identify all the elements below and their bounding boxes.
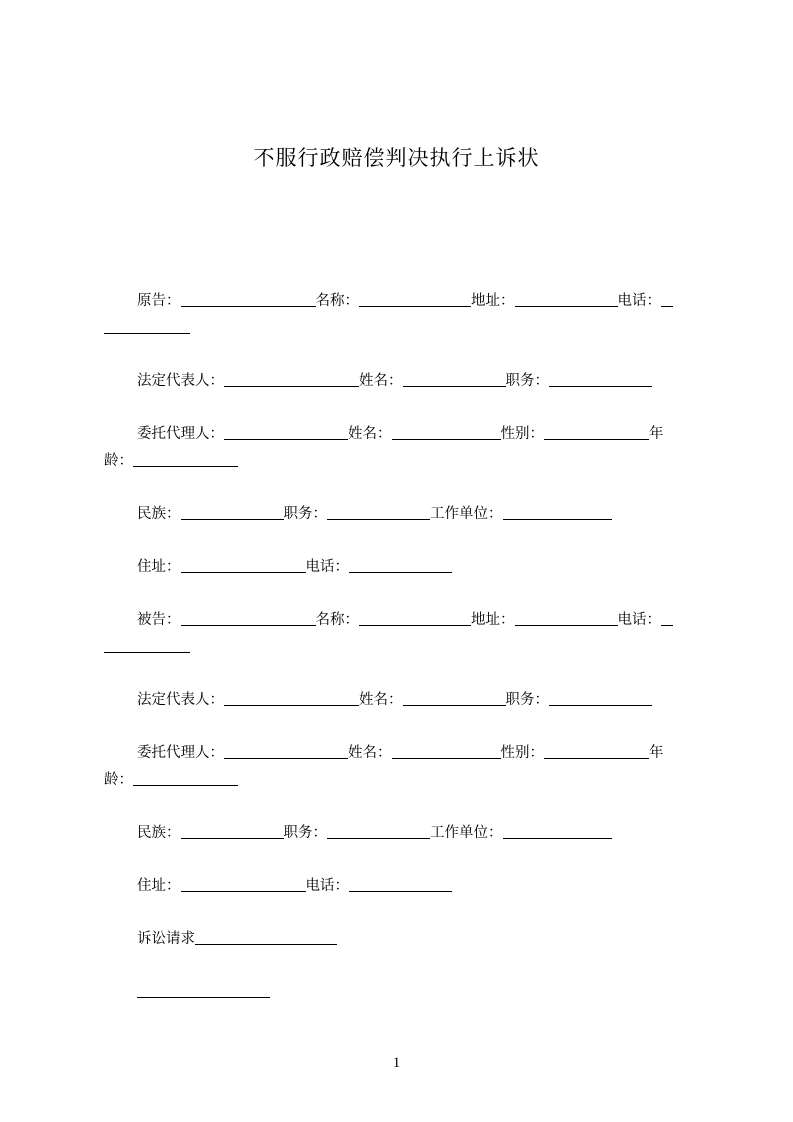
plaintiff-address-label: 地址： (471, 293, 515, 309)
claims-label: 诉讼请求 (137, 931, 195, 947)
residence-label: 住址： (137, 559, 181, 575)
defendant-address-field[interactable] (515, 610, 618, 626)
ethnicity-field[interactable] (181, 504, 284, 520)
defendant-legal-rep-line (104, 687, 702, 714)
plaintiff-phone-field-cont[interactable] (104, 318, 190, 334)
legal-rep-label: 法定代表人： (137, 373, 224, 389)
agent-age-label-part2: 龄： (104, 772, 133, 788)
agent-duty-label: 职务： (283, 825, 327, 841)
defendant-address-label: 地址： (471, 612, 515, 628)
agent-gender-label: 性别： (500, 745, 544, 761)
agent-field[interactable] (224, 424, 348, 440)
workplace-field[interactable] (503, 504, 612, 520)
legal-rep-duty-label: 职务： (505, 373, 549, 389)
workplace-label: 工作单位： (430, 825, 503, 841)
workplace-label: 工作单位： (430, 506, 503, 522)
claims-line (104, 926, 702, 953)
legal-rep-duty-field[interactable] (549, 690, 652, 706)
defendant-label: 被告： (137, 612, 181, 628)
ethnicity-field[interactable] (181, 823, 284, 839)
agent-gender-field[interactable] (544, 424, 649, 440)
agent-age-label-part1: 年 (649, 426, 664, 442)
residence-field[interactable] (181, 876, 306, 892)
defendant-name-label: 名称： (315, 612, 359, 628)
legal-rep-duty-field[interactable] (549, 371, 652, 387)
legal-rep-field[interactable] (224, 371, 359, 387)
document-body (104, 288, 702, 1032)
document-title: 不服行政赔偿判决执行上诉状 (253, 146, 540, 170)
legal-rep-field[interactable] (224, 690, 359, 706)
ethnicity-label: 民族： (137, 506, 181, 522)
agent-label: 委托代理人： (137, 745, 224, 761)
defendant-name-field[interactable] (359, 610, 471, 626)
plaintiff-address-field[interactable] (515, 291, 618, 307)
agent-duty-label: 职务： (283, 506, 327, 522)
claims-field[interactable] (195, 929, 337, 945)
plaintiff-label: 原告： (137, 293, 181, 309)
agent-gender-field[interactable] (544, 743, 649, 759)
plaintiff-phone-label: 电话： (617, 293, 661, 309)
defendant-phone-field-cont[interactable] (104, 637, 190, 653)
residence-phone-field[interactable] (349, 876, 452, 892)
legal-rep-name-label: 姓名： (359, 373, 403, 389)
claims-continuation-line (104, 979, 702, 1006)
legal-rep-name-field[interactable] (403, 371, 506, 387)
ethnicity-label: 民族： (137, 825, 181, 841)
plaintiff-agent-line (104, 421, 702, 475)
legal-rep-name-label: 姓名： (359, 692, 403, 708)
plaintiff-field[interactable] (181, 291, 316, 307)
page-number: 1 (392, 1055, 401, 1071)
residence-label: 住址： (137, 878, 181, 894)
agent-age-label-part2: 龄： (104, 453, 133, 469)
agent-field[interactable] (224, 743, 348, 759)
agent-label: 委托代理人： (137, 426, 224, 442)
defendant-agent-line (104, 740, 702, 794)
plaintiff-residence-line (104, 554, 702, 581)
defendant-residence-line (104, 873, 702, 900)
residence-phone-label: 电话： (305, 559, 349, 575)
plaintiff-legal-rep-line (104, 368, 702, 395)
residence-field[interactable] (181, 557, 306, 573)
defendant-phone-label: 电话： (617, 612, 661, 628)
legal-rep-name-field[interactable] (403, 690, 506, 706)
plaintiff-name-field[interactable] (359, 291, 471, 307)
agent-name-label: 姓名： (348, 426, 392, 442)
agent-name-field[interactable] (392, 743, 501, 759)
residence-phone-label: 电话： (305, 878, 349, 894)
agent-name-label: 姓名： (348, 745, 392, 761)
agent-duty-field[interactable] (327, 823, 430, 839)
plaintiff-name-label: 名称： (315, 293, 359, 309)
legal-rep-duty-label: 职务： (505, 692, 549, 708)
defendant-ethnicity-line (104, 820, 702, 847)
plaintiff-ethnicity-line (104, 501, 702, 528)
agent-age-field[interactable] (133, 451, 238, 467)
defendant-line (104, 607, 702, 661)
plaintiff-line (104, 288, 702, 342)
plaintiff-phone-field[interactable] (661, 291, 673, 307)
residence-phone-field[interactable] (349, 557, 452, 573)
agent-name-field[interactable] (392, 424, 501, 440)
agent-gender-label: 性别： (500, 426, 544, 442)
legal-rep-label: 法定代表人： (137, 692, 224, 708)
claims-continuation-field[interactable] (137, 982, 270, 998)
defendant-phone-field[interactable] (661, 610, 673, 626)
defendant-field[interactable] (181, 610, 316, 626)
agent-duty-field[interactable] (327, 504, 430, 520)
agent-age-field[interactable] (133, 770, 238, 786)
agent-age-label-part1: 年 (649, 745, 664, 761)
workplace-field[interactable] (503, 823, 612, 839)
